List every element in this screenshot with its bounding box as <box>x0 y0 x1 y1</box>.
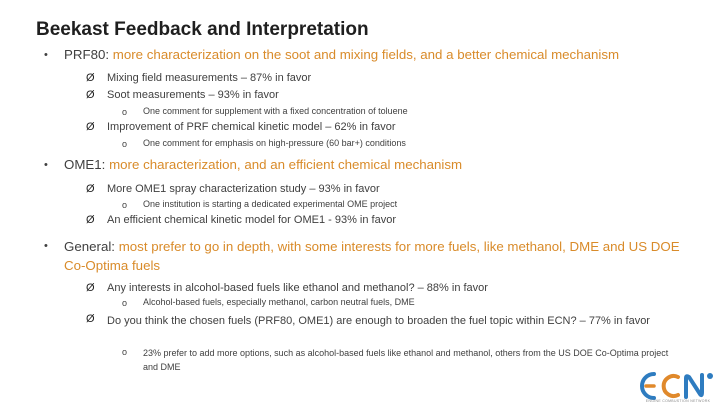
arrow-bullet: Ø <box>86 282 95 294</box>
sub-item-ome-project: One institution is starting a dedicated experimental OME project <box>143 199 398 209</box>
item-mixing-field: Mixing field measurements – 87% in favor <box>107 72 312 84</box>
sub-item-toluene: One comment for supplement with a fixed concentration of toluene <box>143 106 408 116</box>
ecn-logo <box>640 370 716 404</box>
item-soot: Soot measurements – 93% in favor <box>107 89 279 101</box>
section-ome1 <box>64 157 462 172</box>
arrow-bullet: Ø <box>86 183 95 195</box>
section-prefix: PRF80: <box>64 47 113 62</box>
arrow-bullet: Ø <box>86 89 95 101</box>
section-prf80 <box>64 47 619 62</box>
section-text: more characterization on the soot and mixing fields, and a better chemical mechanism <box>112 47 620 62</box>
arrow-bullet: Ø <box>86 121 95 133</box>
item-alcohol-fuels: Any interests in alcohol-based fuels like ethanol and methanol? – 88% in favor <box>107 282 488 294</box>
section-prefix: OME1: <box>64 157 110 172</box>
arrow-bullet: Ø <box>86 313 95 325</box>
item-chosen-fuels: Do you think the chosen fuels (PRF80, OME1) are enough to broaden the fuel topic within ECN? – 77% in favor <box>107 315 650 327</box>
section-text: more characterization, and an efficient chemical mechanism <box>109 157 463 172</box>
slide-title: Beekast Feedback and Interpretation <box>36 19 369 40</box>
item-prf-kinetics: Improvement of PRF chemical kinetic model – 62% in favor <box>107 121 396 133</box>
sub-item-more-options: 23% prefer to add more options, such as alcohol-based fuels like ethanol and methanol, others from the US DOE Co-Optima project and DME <box>143 348 669 372</box>
section-prefix: General: <box>64 239 119 254</box>
ecn-logo-caption: ENGINE COMBUSTION NETWORK <box>645 399 711 403</box>
section-bullet: • <box>44 240 48 252</box>
ring-bullet: o <box>122 139 128 149</box>
ring-bullet: o <box>122 107 128 117</box>
section-text: most prefer to go in depth, with some interests for more fuels, like methanol, DME and US DOE Co-Optima fuels <box>64 239 680 273</box>
ring-bullet: o <box>122 298 128 308</box>
item-ome1-spray: More OME1 spray characterization study – 93% in favor <box>107 183 380 195</box>
section-general <box>64 237 694 275</box>
ring-bullet: o <box>122 200 128 210</box>
ring-bullet: o <box>122 347 128 357</box>
arrow-bullet: Ø <box>86 72 95 84</box>
arrow-bullet: Ø <box>86 214 95 226</box>
item-ome1-kinetics: An efficient chemical kinetic model for OME1 - 93% in favor <box>107 214 396 226</box>
section-bullet: • <box>44 159 48 171</box>
sub-item-high-pressure: One comment for emphasis on high-pressure (60 bar+) conditions <box>143 138 406 148</box>
sub-item-carbon-neutral: Alcohol-based fuels, especially methanol, carbon neutral fuels, DME <box>143 297 415 307</box>
section-bullet: • <box>44 49 48 61</box>
